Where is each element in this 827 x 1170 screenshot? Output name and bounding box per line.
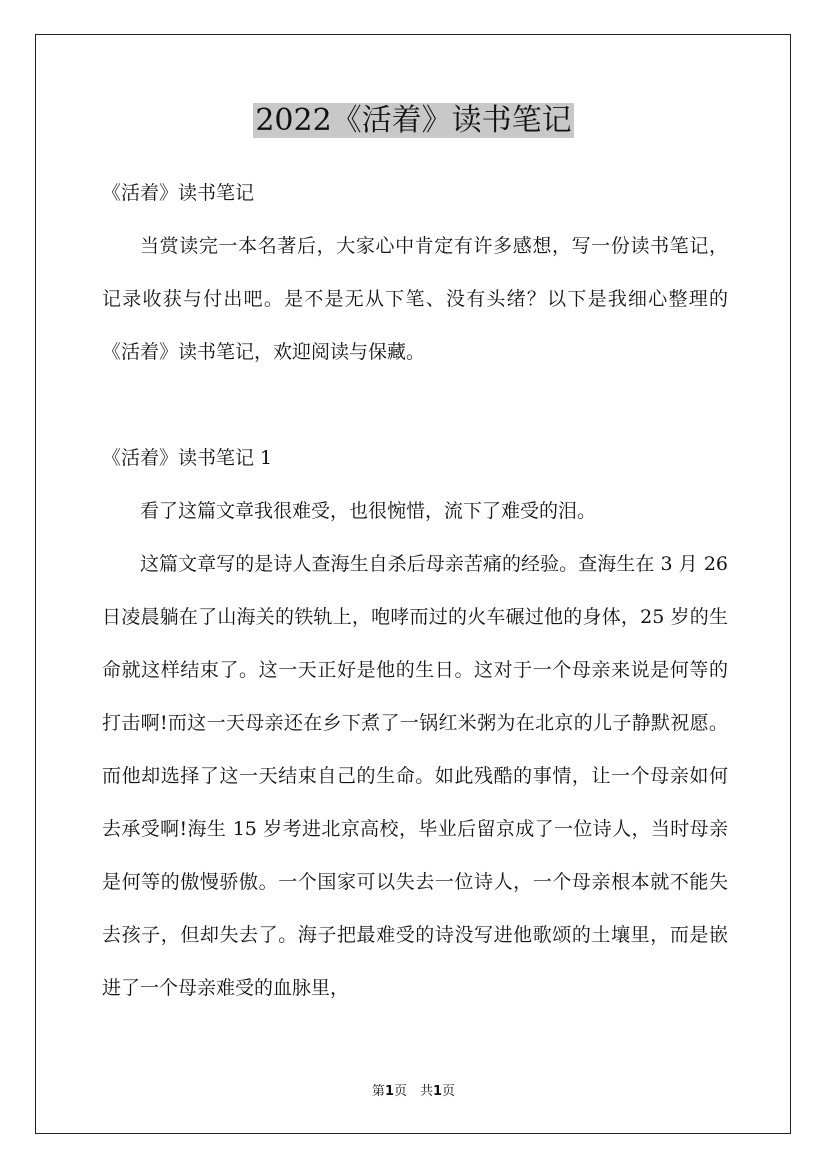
- footer-page-suffix: 页: [442, 1084, 456, 1099]
- page-footer: [0, 1083, 827, 1101]
- footer-page-current: 1: [384, 1084, 394, 1099]
- section-spacer: [102, 379, 728, 432]
- body-paragraph-2: 这篇文章写的是诗人查海生自杀后母亲苦痛的经验。查海生在 3 月 26 日凌晨躺在了山海关的铁轨上，咆哮而过的火车碾过他的身体，25 岁的生命就这样结束了。这一天正好是他的生日。这对于一个母亲来说是何等的打击啊!而这一天母亲还在乡下煮了一锅红米粥为在北京的儿子静默祝愿。而他却选择了这一天结束自己的生命。如此残酷的事情，让一个母亲如何去承受啊!海生 15 岁考进北京高校，毕业后留京成了一位诗人，当时母亲是何等的傲慢骄傲。一个国家可以失去一位诗人，一个母亲根本就不能失去孩子，但却失去了。海子把最难受的诗没写进他歌颂的土壤里，而是嵌进了一个母亲难受的血脉里，: [102, 553, 728, 999]
- body-paragraph-1: 看了这篇文章我很难受，也很惋惜，流下了难受的泪。: [140, 500, 597, 522]
- document-title-text: 2022《活着》读书笔记: [255, 103, 572, 138]
- intro-paragraph: 当赏读完一本名著后，大家心中肯定有许多感想，写一份读书笔记，记录收获与付出吧。是不是无从下笔、没有头绪？以下是我细心整理的《活着》读书笔记，欢迎阅读与保藏。: [102, 235, 728, 363]
- footer-page-total: 1: [433, 1084, 443, 1099]
- footer-page-mid: 页 共: [393, 1084, 433, 1099]
- document-body: [102, 167, 728, 1015]
- intro-heading: 《活着》读书笔记: [102, 182, 255, 204]
- document-title: [0, 101, 827, 141]
- section-heading: 《活着》读书笔记 1: [102, 447, 273, 469]
- footer-page-prefix: 第: [371, 1084, 385, 1099]
